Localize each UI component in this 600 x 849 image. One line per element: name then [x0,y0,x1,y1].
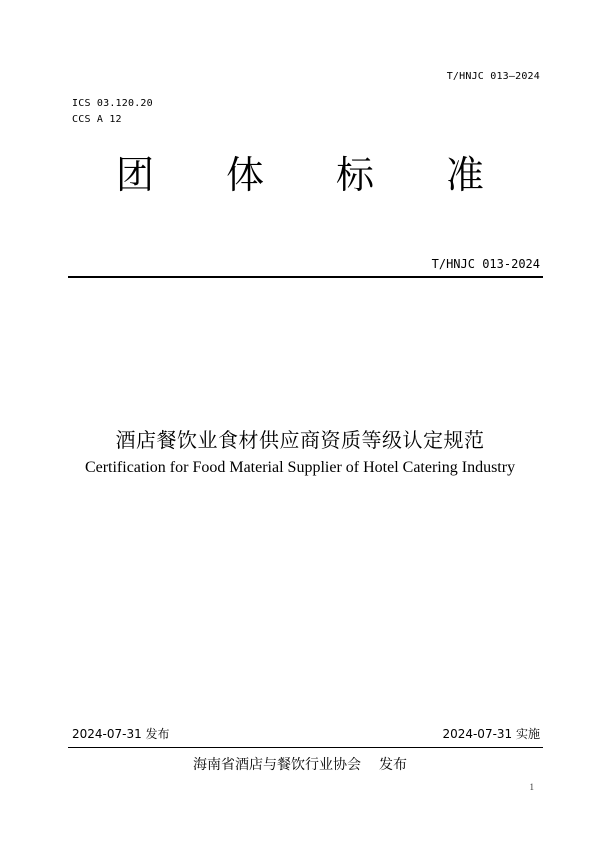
title-english: Certification for Food Material Supplier of Hotel Catering Industry [84,459,516,476]
title-chinese: 酒店餐饮业食材供应商资质等级认定规范 [115,428,485,452]
footer-divider [68,747,543,748]
document-type-heading [0,150,600,200]
doc-type-char: 准 [445,153,484,197]
doc-type-char: 团 [115,153,154,197]
page-number: 1 [529,782,534,792]
header-divider [68,276,543,278]
ics-code: ICS 03.120.20 [72,98,153,109]
publisher-action: 发布 [379,757,407,773]
standard-number: T/HNJC 013-2024 [431,257,540,271]
publisher-name: 海南省酒店与餐饮行业协会 [193,757,361,773]
doc-type-char: 体 [225,153,264,197]
issue-date: 2024-07-31 发布 [72,727,170,741]
top-standard-code: T/HNJC 013—2024 [446,71,540,82]
publisher-line [0,754,600,774]
implementation-date: 2024-07-31 实施 [442,727,540,741]
ccs-code: CCS A 12 [72,114,122,125]
doc-type-char: 标 [335,153,374,197]
